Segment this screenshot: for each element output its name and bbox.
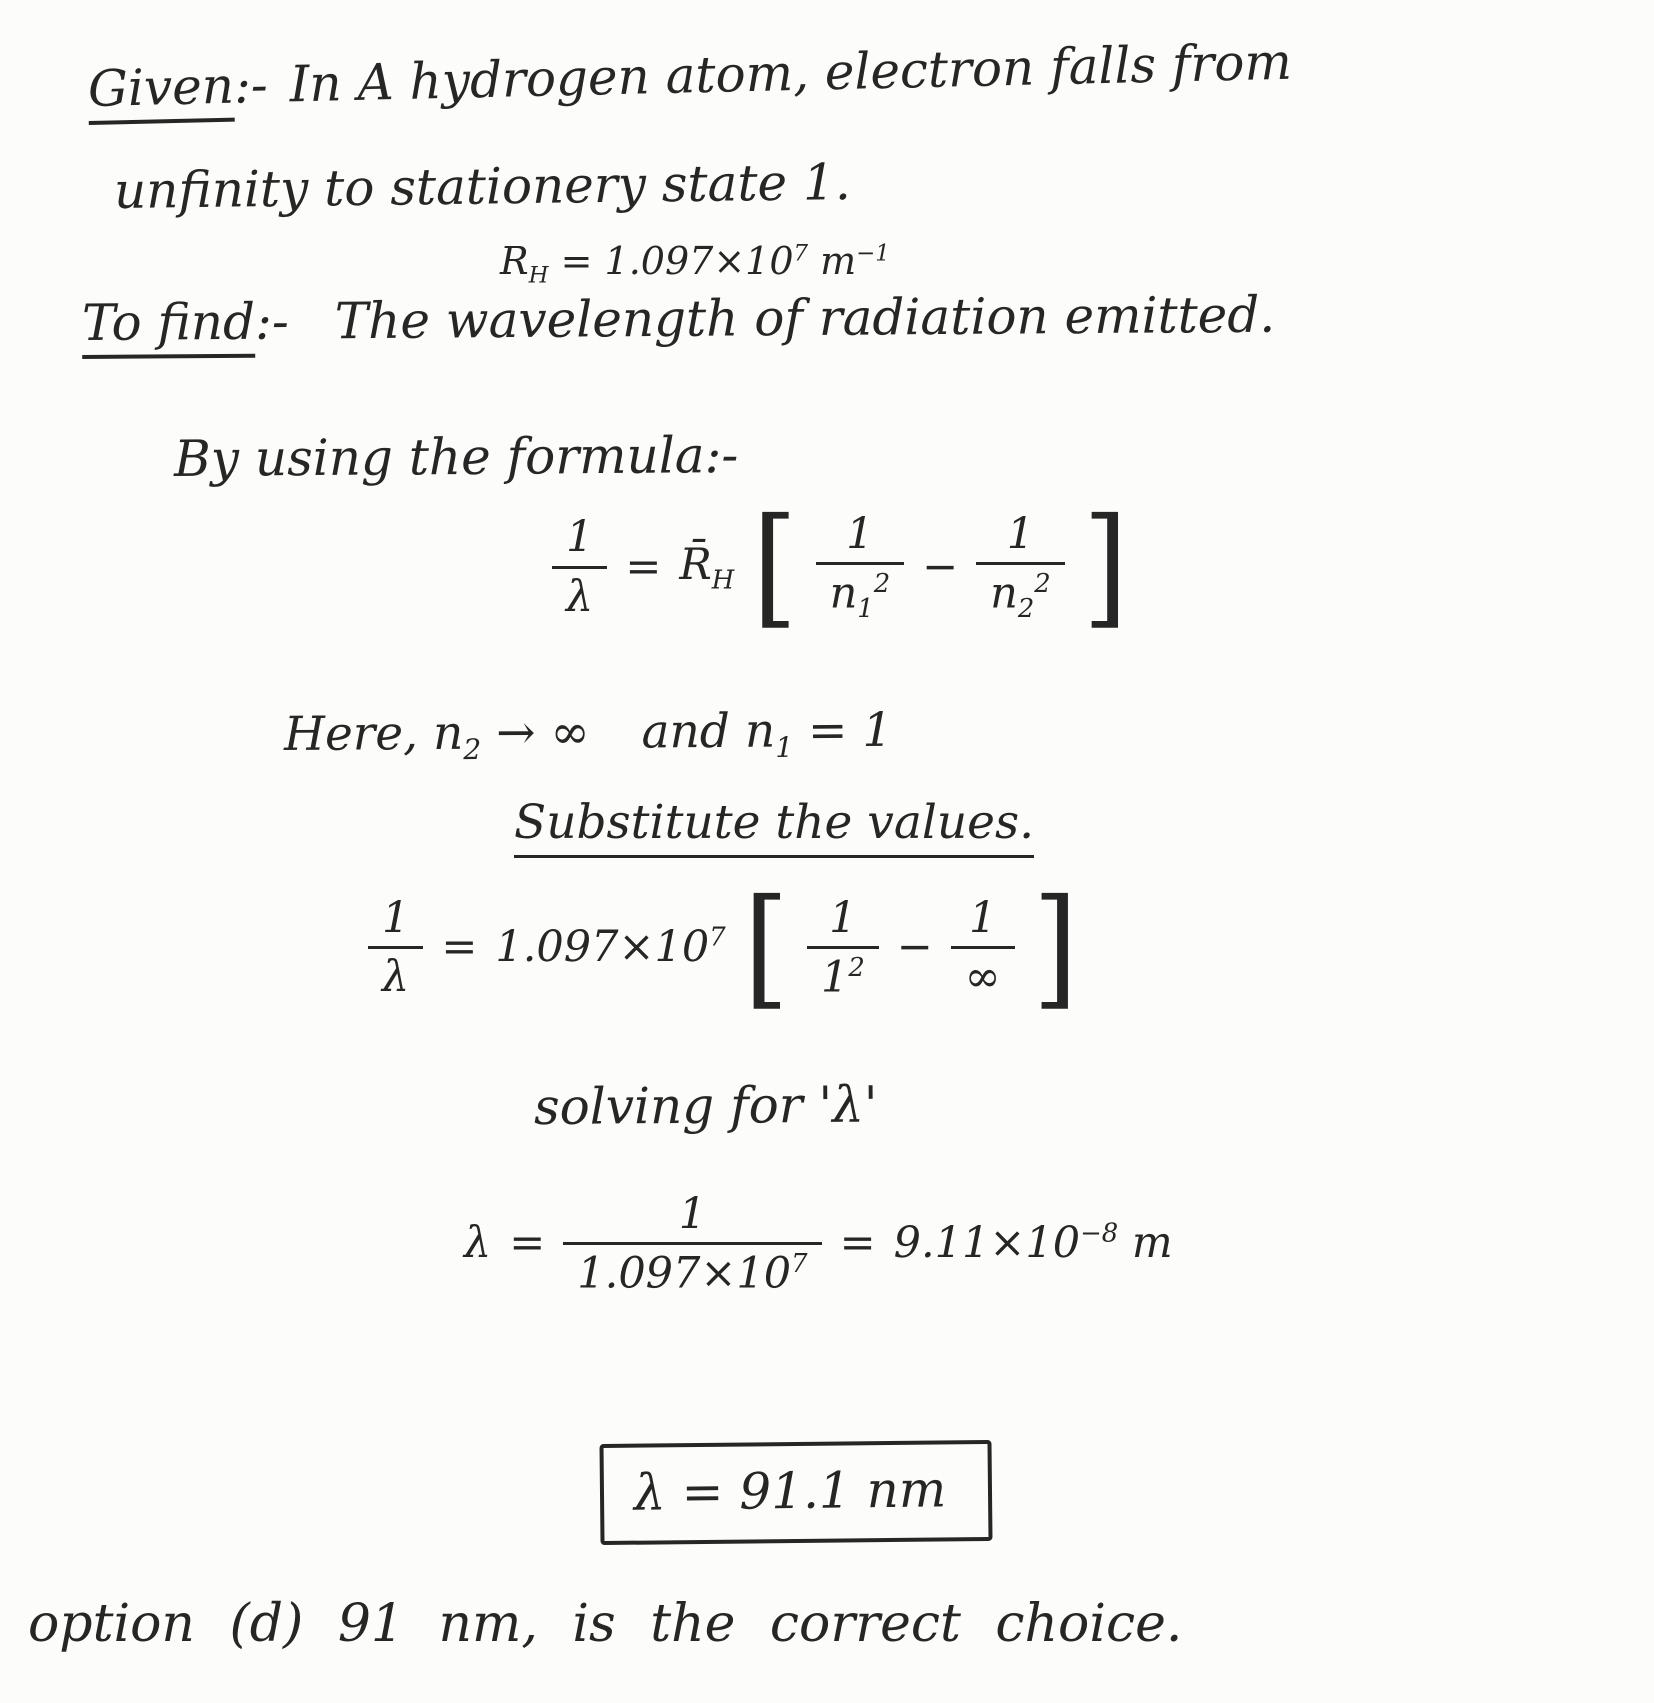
given-line-1 [87, 31, 1292, 121]
to-find-text: The wavelength of radiation emitted. [334, 285, 1276, 351]
substitute-heading-text: Substitute the values. [514, 795, 1034, 858]
conclusion-text: option (d) 91 nm, is the correct choice. [28, 1594, 1183, 1654]
coefficient-exponent: 7 [709, 923, 726, 954]
result-value [894, 1217, 1173, 1271]
rydberg-symbol: R [500, 239, 529, 283]
result-fraction [563, 1189, 821, 1299]
rydberg-unit: m [820, 239, 857, 283]
result-fraction-denominator [563, 1242, 821, 1299]
term2-den-superscript: 2 [1034, 569, 1051, 600]
to-find-separator: :- [254, 292, 289, 351]
conditions-conjunction: and [641, 703, 731, 760]
conclusion-line [28, 1592, 1182, 1657]
substitute-heading [514, 794, 1034, 853]
inverse-wavelength-fraction [552, 512, 607, 622]
n2-base: n [432, 705, 464, 761]
rydberg-constant-letter: R̄ [679, 539, 712, 590]
term1-denominator [807, 946, 879, 1003]
given-label: Given [87, 57, 234, 125]
n1-base: n [744, 703, 776, 759]
to-find-label: To find [82, 293, 255, 359]
fraction-numerator: 1 [566, 512, 594, 563]
term2-den-base: n [990, 568, 1018, 619]
arrow-icon: → [495, 705, 536, 761]
denominator-exponent: 7 [791, 1249, 808, 1280]
rydberg-constant-line [500, 238, 890, 290]
n1-symbol [744, 703, 794, 764]
given-text-line1: In A hydrogen atom, electron falls from [289, 32, 1293, 114]
result-value-base: 9.11×10 [893, 1218, 1081, 1269]
term1-den-superscript: 2 [848, 953, 865, 984]
solving-line [534, 1074, 878, 1139]
given-separator: :- [233, 55, 269, 115]
rydberg-unit-exponent: −1 [856, 240, 890, 267]
term2-fraction [951, 893, 1015, 1003]
equals-sign-2: = [839, 1218, 876, 1269]
n1-subscript: 1 [775, 730, 794, 764]
rydberg-exponent: 7 [793, 240, 809, 267]
term2-numerator: 1 [969, 893, 997, 944]
close-bracket: ] [1082, 491, 1128, 643]
given-text-line2: unfinity to stationery state 1. [113, 153, 851, 220]
term1-numerator: 1 [829, 893, 857, 943]
rydberg-constant-subscript: H [711, 565, 735, 596]
coefficient-base: 1.097×10 [495, 922, 710, 973]
term1-den-superscript: 2 [873, 569, 891, 600]
n2-subscript: 2 [463, 733, 482, 767]
rydberg-formula-equation [552, 491, 1128, 643]
solving-text: solving for 'λ' [533, 1075, 878, 1136]
equals-sign: = [441, 922, 478, 973]
term2-fraction [976, 509, 1065, 625]
term2-numerator: 1 [1006, 509, 1035, 559]
final-answer [600, 1442, 992, 1543]
term1-den-base: 1 [820, 952, 849, 1003]
infinity-symbol: ∞ [550, 704, 590, 761]
result-fraction-numerator: 1 [678, 1189, 707, 1239]
coefficient [495, 921, 725, 975]
to-find-line [82, 284, 1276, 355]
open-bracket: [ [752, 491, 798, 643]
final-answer-text: λ = 91.1 nm [633, 1460, 947, 1522]
term2-denominator: ∞ [951, 946, 1015, 1000]
equals-sign: = [625, 541, 662, 592]
minus-sign: − [896, 922, 933, 973]
conditions-prefix: Here, [283, 706, 419, 762]
conditions-line [284, 702, 893, 769]
term1-fraction [807, 893, 879, 1003]
fraction-numerator: 1 [382, 893, 410, 944]
term1-fraction [816, 509, 905, 625]
fraction-denominator: λ [368, 946, 423, 1000]
lambda-symbol: λ [464, 1218, 492, 1269]
rydberg-constant-symbol [679, 539, 734, 597]
inverse-wavelength-fraction [368, 893, 423, 1003]
result-unit: m [1131, 1218, 1173, 1269]
substitution-equation [368, 871, 1078, 1023]
rydberg-value: = 1.097×10 [560, 239, 794, 283]
n2-symbol [432, 705, 482, 767]
open-bracket: [ [743, 871, 789, 1023]
n1-value: = 1 [807, 702, 893, 759]
term2-denominator [976, 562, 1065, 623]
result-value-exponent: −8 [1080, 1219, 1119, 1250]
term2-den-subscript: 2 [1017, 594, 1035, 625]
method-text: By using the formula:- [173, 426, 739, 488]
fraction-denominator: λ [552, 566, 607, 620]
term1-numerator: 1 [846, 509, 874, 559]
term1-denominator [816, 562, 905, 623]
equals-sign: = [509, 1218, 546, 1269]
rydberg-symbol-subscript: H [528, 262, 549, 289]
method-line [174, 424, 739, 490]
given-line-2 [114, 151, 851, 222]
term1-den-base: n [829, 568, 858, 619]
term1-den-subscript: 1 [857, 594, 874, 625]
minus-sign: − [922, 541, 959, 592]
result-equation [464, 1189, 1173, 1299]
final-answer-box [599, 1440, 992, 1545]
close-bracket: ] [1032, 871, 1078, 1023]
denominator-base: 1.097×10 [577, 1248, 792, 1299]
